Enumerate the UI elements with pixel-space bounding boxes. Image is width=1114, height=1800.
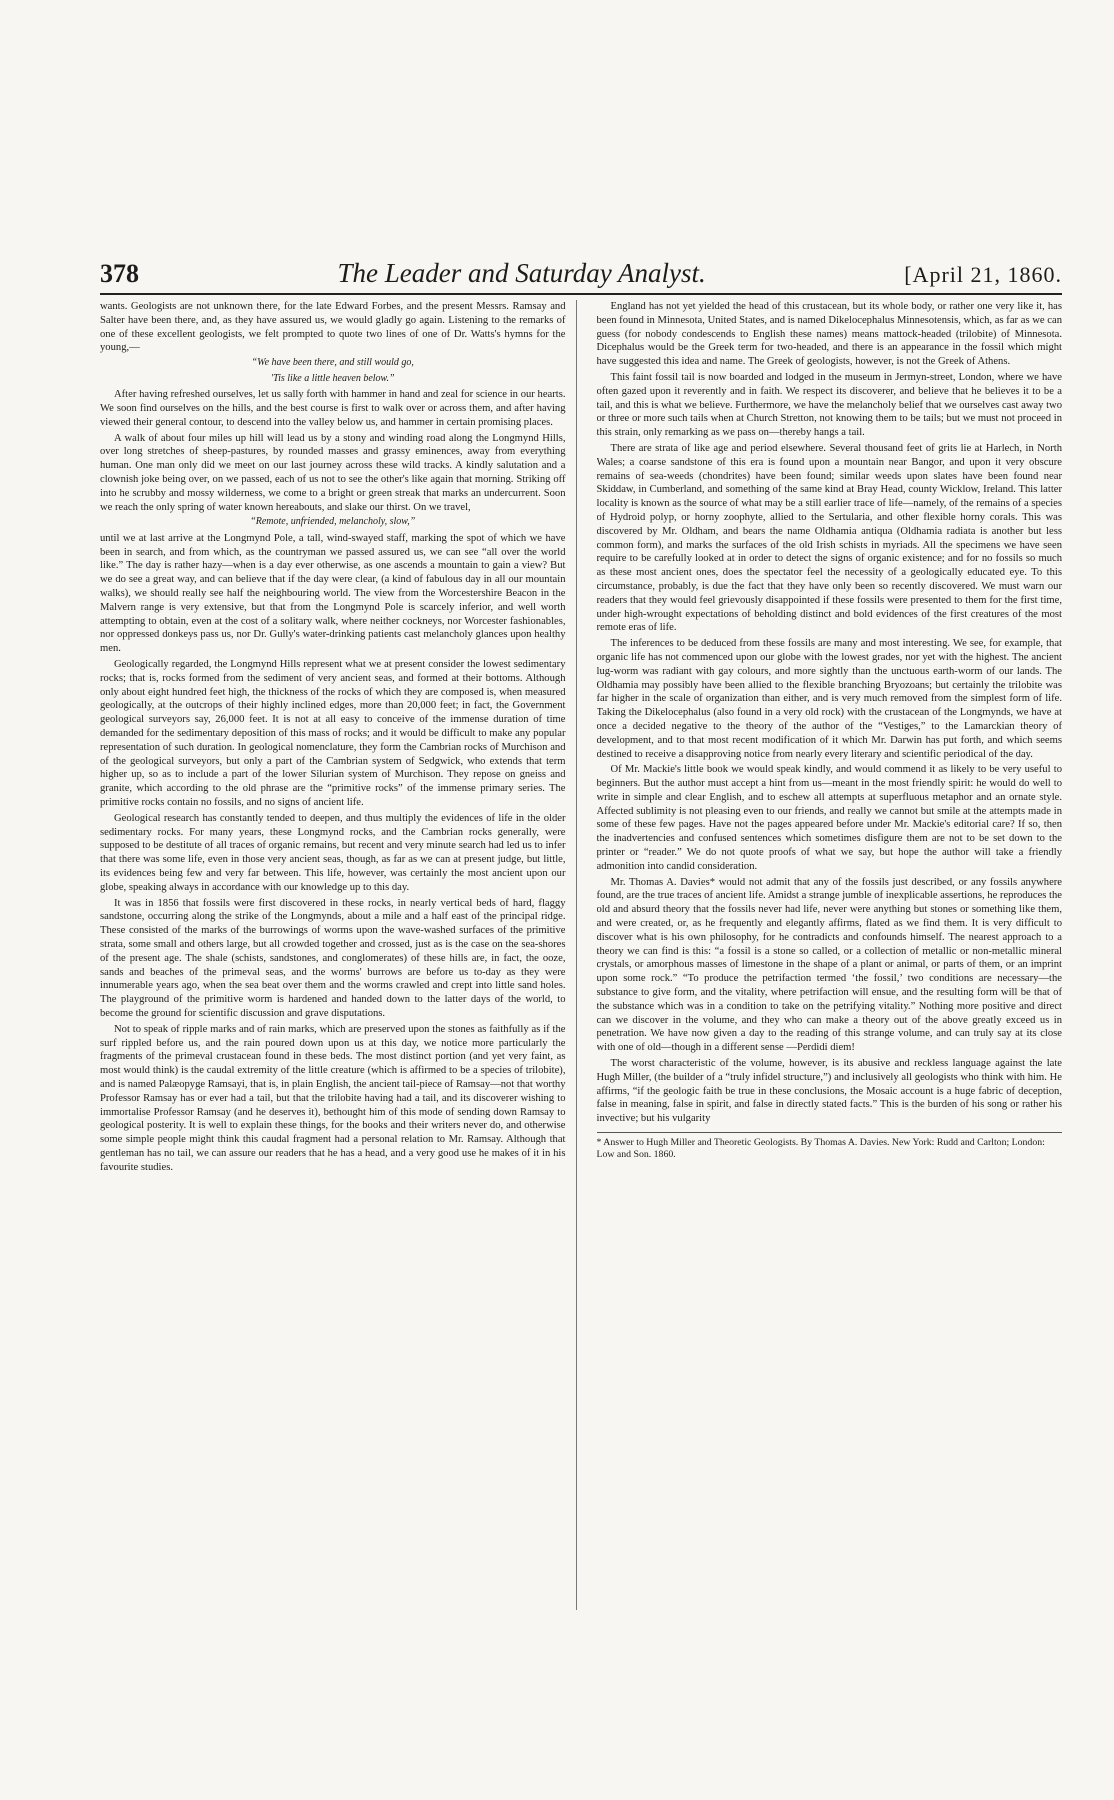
footnote: * Answer to Hugh Miller and Theoretic Geologists. By Thomas A. Davies. New York: Rudd and Carlton; London: Low and Son. 1860. [597, 1132, 1063, 1161]
hymn-quote-line: “We have been there, and still would go, [251, 357, 414, 369]
paragraph: The inferences to be deduced from these fossils are many and most interesting. We see, for example, that organic life has not commenced upon our globe with the lowest grades, nor yet with the highest. The ancient lug-worm was radiant with gay colours, and more sightly than the unctuous earth-worm of our lands. The Oldhamia may possibly have been allied to the flexible branching Bryozoans; but certainly the trilobite was far higher in the scale of organization than either, and is very much removed from the simplest form of life. Taking the Dikelocephalus (also found in a very old rock) with the crustacean of the Longmynds, we have at once a decided negative to the theory of the author of the “Vestiges,” to the Lamarckian theory of development, and to that most recent modification of it which Mr. Darwin has put forth, and which seems destined to receive a disapproving notice from nearly every literary and scientific periodical of the day. [596, 638, 1062, 760]
page-number: 378 [100, 259, 139, 288]
paragraph: Geological research has constantly tended to deepen, and thus multiply the evidences of life in the older sedimentary rocks. For many years, these Longmynd rocks, and the Cambrian rocks generally, were supposed to be destitute of all traces of organic remains, but recent and very minute search had led us to infer that there was some life, even in those very ancient seas, though, as far as we can at present judge, but little, its evidences being few and very far between. This life, however, was certainly the most ancient upon our globe, speaking always in accordance with our knowledge up to this day. [100, 812, 566, 893]
left-column [100, 300, 577, 1610]
paragraph: Mr. Thomas A. Davies* would not admit that any of the fossils just described, or any fossils anywhere found, are the true traces of ancient life. Amidst a strange jumble of inexplicable assertions, he reproduces the old and absurd theory that the fossils never had life, never were anything but stones or something like them, and were created, or, as he frequently and elegantly affirms, flated as we find them. It is very difficult to discover what is his own philosophy, for he contradicts and confounds himself. The nearest approach to a theory we can find is this: “a fossil is a stone so called, or a collection of metallic or non-metallic mineral crystals, or amorphous masses of limestone in the shape of a plant or animal, or parts of them, or an imprint upon some rock.” “To produce the petrifaction termed ‘the fossil,’ two conditions are necessary—the substance to give form, and the vitality, where petrifaction will ensue, and the resulting form will be that of the substance which was in a condition to take on the petrifying vitality.” Nothing more positive and direct can we discover in the volume, and they who can make a theory out of the above greatly exceed us in penetration. We have now given a day to the reading of this strange volume, and can truly say at its close with one of old—though in a different sense —Perdidi diem! [596, 876, 1062, 1054]
paragraph: England has not yet yielded the head of this crustacean, but its whole body, or rather one very like it, has been found in Minnesota, United States, and is named Dikelocephalus Minnesotensis, which, as far as we can guess (for nobody condescends to English these names) means mattock-headed (trilobite) of Minnesota. Dicephalus would be the Greek term for two-headed, and there is an appearance in the fossil which might have suggested this idea and name. The Greek of geologists, however, is not the Greek of Athens. [596, 301, 1062, 368]
paragraph: After having refreshed ourselves, let us sally forth with hammer in hand and zeal for science in our hearts. We soon find ourselves on the hills, and the best course is first to walk over or across them, and after having viewed their general contour, to descend into the valley below us, and hammer in certain promising places. [100, 389, 566, 428]
paragraph: The worst characteristic of the volume, however, is its abusive and reckless language against the late Hugh Miller, (the builder of a “truly infidel structure,”) and inclusively all geologists who think with him. He affirms, “if the geologic faith be true in these conclusions, the Mosaic account is a huge fabric of deception, false in meaning, false in spirit, and false in directly stated facts.” This is the burden of his song or rather his invective; but his vulgarity [596, 1058, 1062, 1125]
paragraph: This faint fossil tail is now boarded and lodged in the museum in Jermyn-street, London, where we have often gazed upon it reverently and in faith. We respect its discoverer, and believe that he believes it to be a tail, and this is what we believe. Furthermore, we have the melancholy belief that we ourselves cast away two or three or more such tails when at Church Stretton, not knowing them to be tails; but we must not proceed in this strain, only remarking as we pass on—thereby hangs a tail. [596, 371, 1062, 439]
right-column [597, 300, 1063, 1610]
paragraph: wants. Geologists are not unknown there, for the late Edward Forbes, and the present Messrs. Ramsay and Salter have been there, and, as they have assured us, we would gladly go again. Listening to the remarks of one of these excellent geologists, we felt prompted to quote two lines of one of Dr. Watts's hymns for the young,— [100, 301, 566, 354]
paragraph: A walk of about four miles up hill will lead us by a stony and winding road along the Longmynd Hills, over long stretches of sheep-pastures, by rounded masses and grassy eminences, away from everything human. One man only did we meet on our last journey across these wild tracks. A kindly salutation and a clownish joke being over, on we passed, each of us not to see the other's like again that morning. Striking off into he scrubby and mossy wilderness, we come to a bright or green streak that marks an undercurrent. Soon we reach the only spring of water known hereabouts, and slake our thirst. On we travel, [100, 432, 566, 513]
paragraph: It was in 1856 that fossils were first discovered in these rocks, in nearly vertical beds of hard, flaggy sandstone, occurring along the strike of the Longmynds, about a mile and a half east of the principal ridge. These consisted of the marks of the burrowings of worms upon the wave-washed surfaces of the primitive strata, some small and others large, but all crowded together and crossed, just as is the case on the sea-shores of the present age. The shale (schists, sandstones, and conglomerates) of these hills are, in fact, the ooze, sands and beaches of the primeval seas, and the worms' burrows are before us to-day as they were innumerable years ago, when the sea beat over them and the worms crawled and crept into little sand holes. The playground of the primitive worm is hardened and handed down to the latter days of the world, to become the ground for scientific discussion and grave disputations. [100, 897, 566, 1019]
paragraph: until we at last arrive at the Longmynd Pole, a tall, wind-swayed staff, marking the spot of which we have been in search, and from which, as the countryman we passed assured us, we can see “all over the world like.” The day is rather hazy—when is a day ever otherwise, as one ascends a mountain to gain a view? But we do see a great way, and can believe that if the day were clear, (a kind of fabulous day in all our mountain walks), we should really see half the neighbouring world. The view from the Worcestershire Beacon in the Malvern range is very extensive, but that from the Longmynd Pole is scarcely inferior, and well worth attempting to obtain, even at the cost of a solitary walk, where neither cockneys, nor Worcester fashionables, nor oppressed donkeys pass us, nor Dr. Gully's water-drinking patients cast melancholy glances upon healthy men. [100, 532, 566, 655]
publication-title: The Leader and Saturday Analyst. [337, 258, 706, 288]
paragraph: Not to speak of ripple marks and of rain marks, which are preserved upon the stones as faithfully as if the surf rippled before us, and the rain poured down upon us at this day, we notice more particularly the fragments of the primeval crustacean found in these beds. The most distinct portion (and yet very faint, as most would think) is the caudal extremity of the little creature (which is affirmed to be a species of trilobite), and is named Palæopyge Ramsayi, that is, in plain English, the ancient tail-piece of Ramsay—not that worthy Professor Ramsay has or ever had a tail, but that the trilobite having had a tail, and its discoverer wishing to immortalise Professor Ramsay (and he deserves it), bethought him of this mode of sending down Ramsay to geological posterity. It is well to explain these things, for the books and their writers never do, and otherwise some simple people might think this caudal fragment had a personal relation to Mr. Ramsay. Although that gentleman has no tail, we can assure our readers that he has a head, and a very good use he makes of it in his favourite studies. [100, 1023, 566, 1173]
paragraph: Of Mr. Mackie's little book we would speak kindly, and would commend it as likely to be very useful to beginners. But the author must accept a hint from us—meant in the most friendly spirit: he would do well to write in simple and clear English, and to eschew all attempts at superfluous metaphor and an ornate style. Affected sublimity is not pleasing even to our friends, and really we cannot but smile at the attempts made in some of these few pages. Have not the pages appeared before under Mr. Mackie's editorial care? If so, then the inadvertencies and confused sentences which sometimes disfigure them are not to be set down to the printer or “reader.” We do not quote proofs of what we say, but hope the author will take a friendly admonition into candid consideration. [596, 764, 1062, 872]
article-columns [100, 300, 1062, 1610]
poem-quote: “Remote, unfriended, melancholy, slow,” [250, 516, 416, 528]
paragraph: There are strata of like age and period elsewhere. Several thousand feet of grits lie at Harlech, in North Wales; a coarse sandstone of this era is found upon a mountain near Bangor, and upon it very obscure remains of sea-weeds (chondrites) have been found; similar weeds upon slates have been found near Skiddaw, in Cumberland, and something of the same kind at Bray Head, county Wicklow, Ireland. This latter locality is known as the source of what may be a still earlier trace of life—namely, of the remains of a species of Hydroid polyp, or horny zoophyte, allied to the Sertularia, and other flexible horny corals. This was discovered by Mr. Oldham, and bears the name Oldhamia antiqua (Oldhamia radiata is another but less common form), and marks the surfaces of the old Irish schists in myriads. All the specimens we have seen require to be carefully looked at in order to detect the signs of organic existence; and for no fossils so much as these most ancient ones, does the spectator feel the necessity of a geologically educated eye. To this circumstance, probably, is due the fact that they have only been so recently discovered. We must warn our readers that they would feel grievously disappointed if these fossils were presented to them for the first time, under high-wrought expectations of beholding distinct and bold evidences of the first creatures of the most remote eras of life. [596, 442, 1062, 634]
hymn-quote-line: 'Tis like a little heaven below.” [270, 372, 395, 384]
page-header [100, 258, 1062, 295]
paragraph: Geologically regarded, the Longmynd Hills represent what we at present consider the lowest sedimentary rocks; that is, rocks formed from the sediment of very ancient seas, and formed at their bottoms. Although only about eight hundred feet high, the thickness of the rocks of which they are composed is, when measured geologically, at the outcrops of their highly inclined edges, more than 20,000 feet; in fact, the Government geological surveyors say, 26,000 feet. It is not at all easy to conceive of the immense duration of time demanded for the sedimentary deposition of this mass of rocks; and it would be difficult to make any popular representation of such duration. In geological nomenclature, they form the Cambrian rocks of Murchison and of the geological surveyors, but only a part of the Cambrian system of Sedgwick, who extends that term higher up, so as to include a part of the lower Silurian system of Murchison. They repose on gneiss and granite, which according to the old phrase are the “primitive rocks” of the immense primary series. The primitive rocks contain no fossils, and no signs of ancient life. [100, 659, 566, 808]
issue-date: [April 21, 1860. [904, 262, 1062, 287]
